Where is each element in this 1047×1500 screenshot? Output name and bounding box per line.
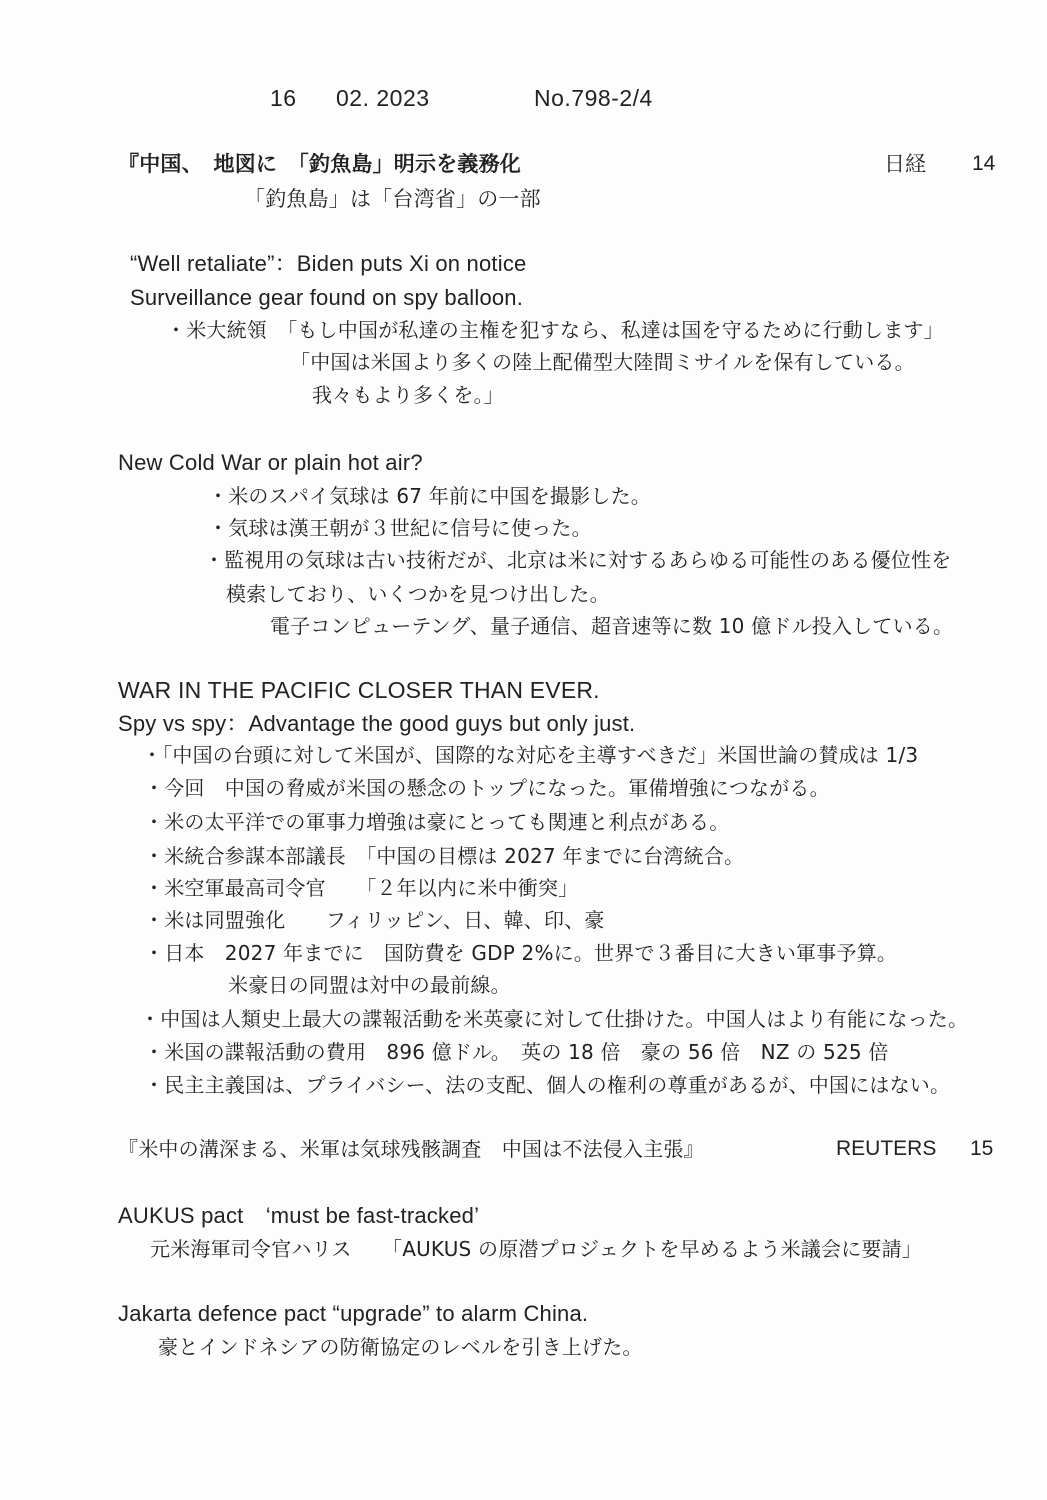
- bullet-pacific-buildup: ・米の太平洋での軍事力増強は豪にとっても関連と利点がある。: [144, 810, 730, 834]
- article-page-2: 15: [970, 1137, 994, 1160]
- headline-war-pacific: WAR IN THE PACIFIC CLOSER THAN EVER.: [118, 677, 600, 703]
- bullet-china-espionage: ・中国は人類史上最大の諜報活動を米英豪に対して仕掛けた。中国人はより有能になった。: [140, 1007, 969, 1031]
- header-date: 02. 2023: [336, 85, 430, 111]
- article-title-1: 『中国、 地図に 「釣魚島」明示を義務化: [118, 152, 521, 176]
- bullet-president-cont-1: 「中国は米国より多くの陸上配備型大陸間ミサイルを保有している。: [290, 350, 915, 374]
- headline-spy-vs-spy: Spy vs spy：Advantage the good guys but only just.: [118, 711, 636, 736]
- headline-biden: “Well retaliate”：Biden puts Xi on notice: [130, 251, 527, 276]
- article-source-2: REUTERS: [836, 1137, 937, 1160]
- headline-surveillance: Surveillance gear found on spy balloon.: [130, 285, 524, 310]
- bullet-democracy: ・民主主義国は、プライバシー、法の支配、個人の権利の尊重があるが、中国にはない。: [144, 1073, 951, 1097]
- headline-jakarta: Jakarta defence pact “upgrade” to alarm China.: [118, 1301, 589, 1326]
- bullet-balloon-photo: ・米のスパイ気球は 67 年前に中国を撮影した。: [208, 484, 651, 508]
- headline-aukus: AUKUS pact ‘must be fast-tracked’: [118, 1203, 480, 1228]
- article-title-2: 『米中の溝深まる、米軍は気球残骸調査 中国は不法侵入主張』: [118, 1137, 704, 1161]
- bullet-intel-cost: ・米国の諜報活動の費用 896 億ドル。 英の 18 倍 豪の 56 倍 NZ の 525 倍: [144, 1040, 889, 1064]
- bullet-japan-defense: ・日本 2027 年までに 国防費を GDP 2%に。世界で３番目に大きい軍事予算。: [144, 941, 898, 965]
- bullet-japan-defense-cont: 米豪日の同盟は対中の最前線。: [228, 973, 511, 997]
- article-page-1: 14: [972, 152, 996, 175]
- bullet-alliance: ・米は同盟強化 フィリッピン、日、韓、印、豪: [144, 908, 605, 932]
- bullet-us-opinion: ・「中国の台頭に対して米国が、国際的な対応を主導すべきだ」米国世論の賛成は 1/3: [142, 743, 919, 767]
- bullet-balloon-tech: ・監視用の気球は古い技術だが、北京は米に対するあらゆる可能性のある優位性を: [204, 548, 952, 572]
- bullet-balloon-han: ・気球は漢王朝が３世紀に信号に使った。: [208, 516, 592, 540]
- bullet-joint-chiefs: ・米統合参謀本部議長 「中国の目標は 2027 年までに台湾統合。: [144, 844, 745, 868]
- bullet-indonesia: 豪とインドネシアの防衛協定のレベルを引き上げた。: [158, 1335, 643, 1359]
- header-date-day: 16: [270, 85, 297, 111]
- header-number: No.798-2/4: [534, 85, 653, 111]
- bullet-harris: 元米海軍司令官ハリス 「AUKUS の原潜プロジェクトを早めるよう米議会に要請」: [150, 1237, 922, 1261]
- bullet-china-threat: ・今回 中国の脅威が米国の懸念のトップになった。軍備増強につながる。: [144, 776, 830, 800]
- bullet-balloon-tech-cont: 模索しており、いくつかを見つけ出した。: [226, 582, 610, 606]
- bullet-investment: 電子コンピューテング、量子通信、超音速等に数 10 億ドル投入している。: [270, 614, 954, 638]
- bullet-president: ・米大統領 「もし中国が私達の主権を犯すなら、私達は国を守るために行動します」: [166, 318, 944, 342]
- bullet-president-cont-2: 我々もより多くを。」: [312, 383, 504, 407]
- headline-cold-war: New Cold War or plain hot air?: [118, 450, 423, 475]
- article-subtitle-1: 「釣魚島」は「台湾省」の一部: [244, 187, 541, 211]
- bullet-air-force: ・米空軍最高司令官 「２年以内に米中衝突」: [144, 876, 579, 900]
- article-source-1: 日経: [884, 152, 926, 176]
